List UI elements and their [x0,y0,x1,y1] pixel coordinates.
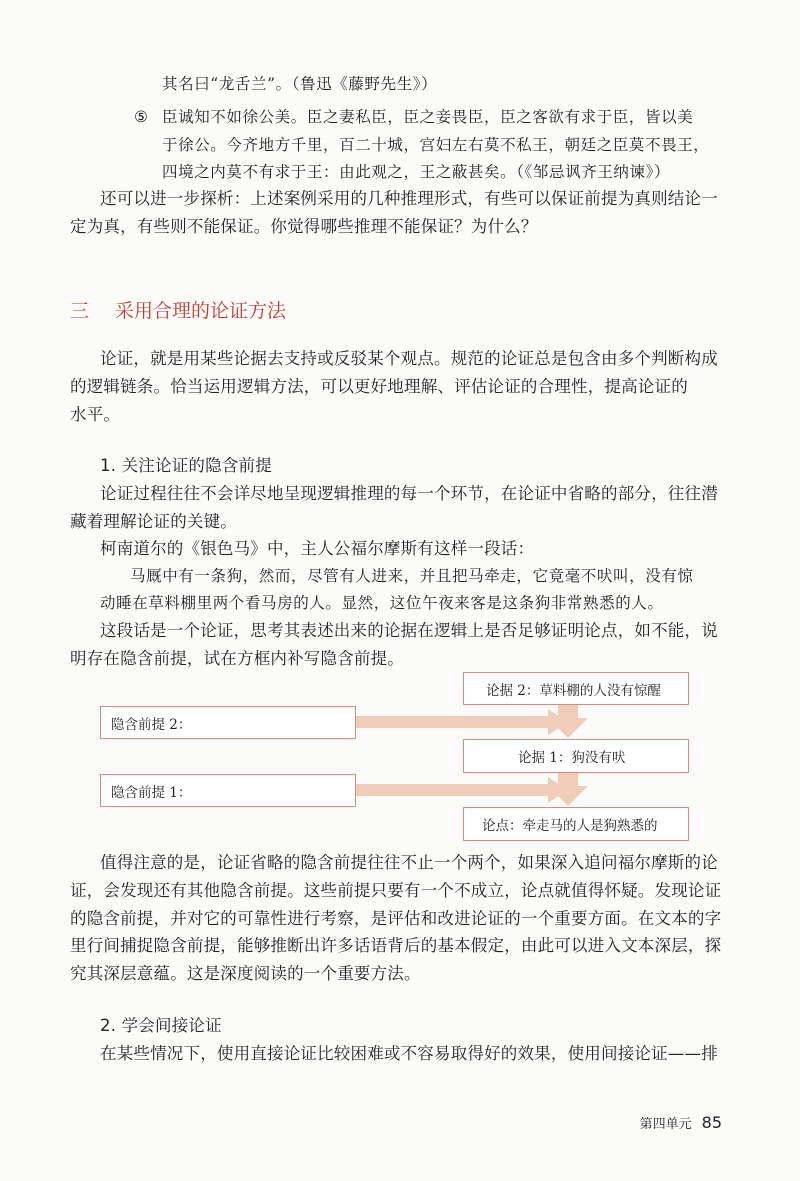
paragraph-line: 论证过程往往不会详尽地呈现逻辑推理的每一个环节，在论证中省略的部分，往往潜 [100,484,718,503]
conclusion-box: 论点：牵走马的人是狗熟悉的 [463,807,689,841]
paragraph-line: 的隐含前提，并对它的可靠性进行考察，是评估和改进论证的一个重要方面。在文本的字 [70,909,722,928]
paragraph-line: 这段话是一个论证，思考其表述出来的论据在逻辑上是否足够证明论点，如不能，说 [100,621,718,640]
paragraph-line: 里行间捕捉隐含前提，能够推断出许多话语背后的基本假定，由此可以进入文本深层，探 [70,936,722,955]
subsection-heading: 1. 关注论证的隐含前提 [100,456,272,475]
quote-line: 马厩中有一条狗，然而，尽管有人进来，并且把马牵走，它竟毫不吠叫，没有惊 [130,567,694,585]
page-footer [640,1113,722,1132]
paragraph-line: 证，会发现还有其他隐含前提。这些前提只要有一个不成立，论点就值得怀疑。发现论证 [70,881,722,900]
evidence-2-box: 论据 2：草料棚的人没有惊醒 [463,672,689,705]
paragraph-line: 柯南道尔的《银色马》中，主人公福尔摩斯有这样一段话： [100,539,535,558]
quote-line: 四境之内莫不有求于王：由此观之，王之蔽甚矣。（《邹忌讽齐王纳谏》） [162,163,671,181]
quote-line: 其名曰“龙舌兰”。（鲁迅《藤野先生》） [162,75,438,93]
arrow-down-1 [548,705,588,738]
section-heading [70,296,286,323]
page-number: 85 [701,1113,722,1132]
quote-line: 臣诚知不如徐公美。臣之妻私臣，臣之妾畏臣，臣之客欲有求于臣，皆以美 [162,108,694,126]
arrow-right-premise-1 [356,777,568,803]
hidden-premise-1-box[interactable]: 隐含前提 1： [100,774,356,807]
paragraph-line: 明存在隐含前提，试在方框内补写隐含前提。 [70,649,404,668]
unit-label: 第四单元 [639,1117,692,1132]
paragraph-line: 论证，就是用某些论据去支持或反驳某个观点。规范的论证总是包含由多个判断构成 [100,349,718,368]
paragraph-line: 还可以进一步探析：上述案例采用的几种推理形式，有些可以保证前提为真则结论一 [100,189,718,208]
arrow-down-2 [548,773,588,806]
arrow-right-premise-2 [356,709,568,735]
paragraph-line: 水平。 [70,405,121,424]
paragraph-line: 在某些情况下，使用直接论证比较困难或不容易取得好的效果，使用间接论证——排 [100,1044,718,1063]
item-marker: ⑤ [134,108,149,126]
section-title: 采用合理的论证方法 [115,300,287,322]
paragraph-line: 值得注意的是，论证省略的隐含前提往往不止一个两个，如果深入追问福尔摩斯的论 [100,853,718,872]
quote-line: 于徐公。今齐地方千里，百二十城，宫妇左右莫不私王，朝廷之臣莫不畏王， [162,136,710,154]
paragraph-line: 定为真，有些则不能保证。你觉得哪些推理不能保证？为什么？ [70,217,538,236]
section-number: 三 [70,300,90,322]
paragraph-line: 的逻辑链条。恰当运用逻辑方法，可以更好地理解、评估论证的合理性，提高论证的 [70,377,688,396]
subsection-heading: 2. 学会间接论证 [100,1016,222,1035]
evidence-1-box: 论据 1：狗没有吠 [463,739,689,773]
paragraph-line: 究其深层意蕴。这是深度阅读的一个重要方法。 [70,964,421,983]
quote-line: 动睡在草料棚里两个看马房的人。显然，这位午夜来客是这条狗非常熟悉的人。 [100,594,664,612]
hidden-premise-2-box[interactable]: 隐含前提 2： [100,706,356,739]
paragraph-line: 藏着理解论证的关键。 [70,512,237,531]
